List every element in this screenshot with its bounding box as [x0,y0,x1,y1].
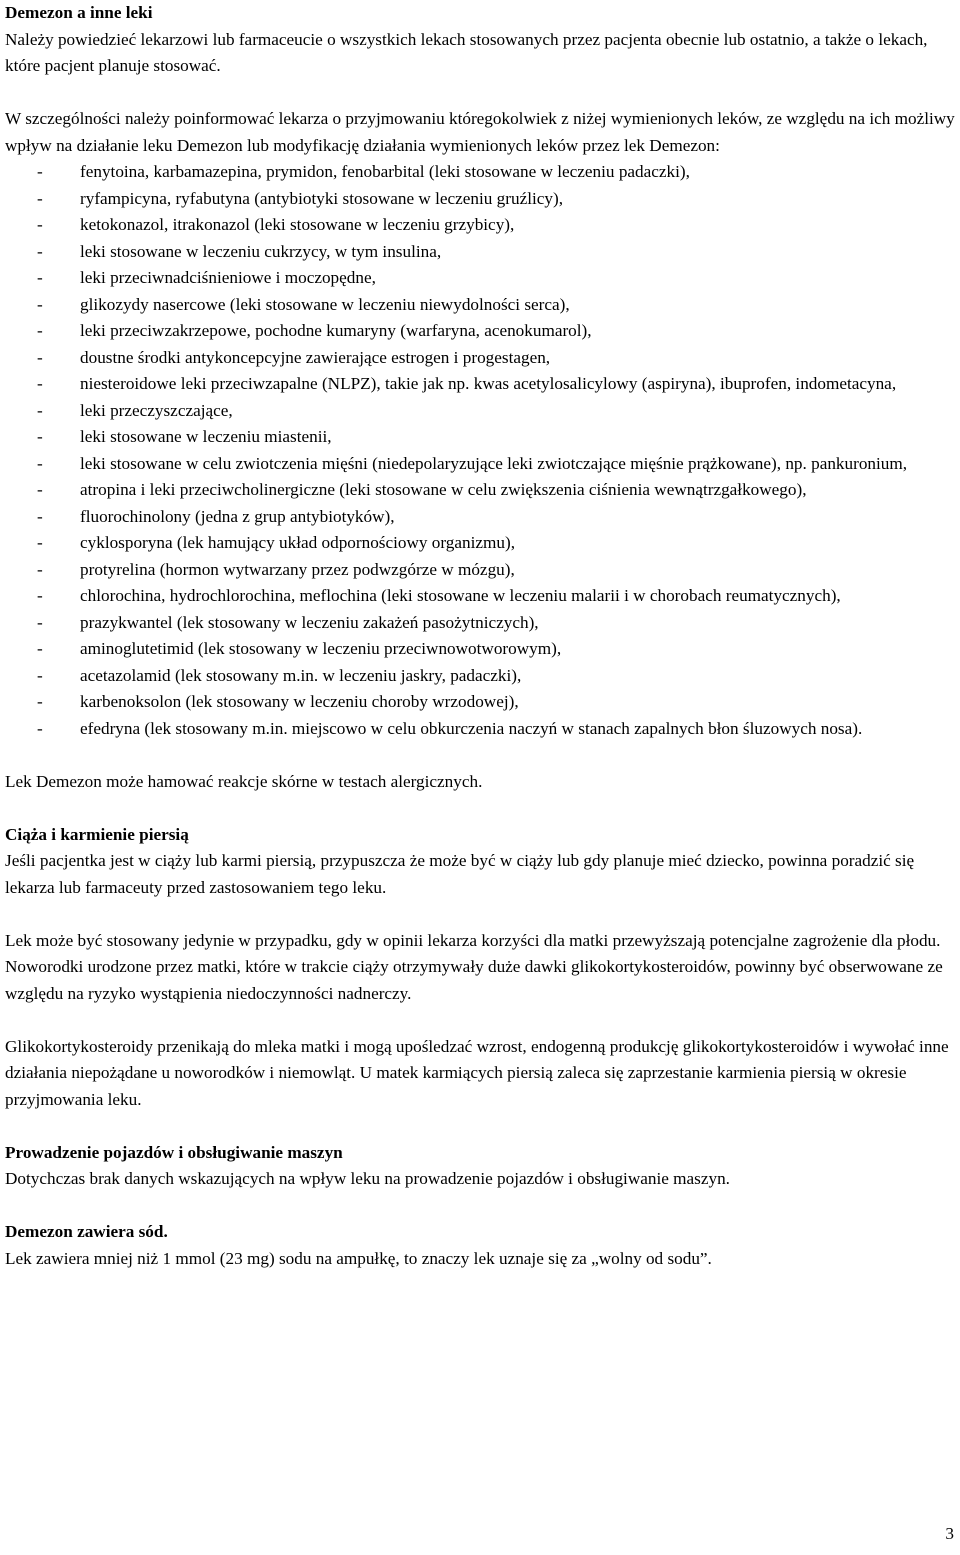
list-dash: - [37,665,43,685]
heading-other-medicines: Demezon a inne leki [5,3,153,22]
list-item: - niesteroidowe leki przeciwzapalne (NLPZ), takie jak np. kwas acetylosalicylowy (aspiryna), ibuprofen, indometacyna, [5,371,957,398]
list-dash: - [37,559,43,579]
paragraph-lead: W szczególności należy poinformować lekarza o przyjmowaniu któregokolwiek z niżej wymienionych leków, ze względu na ich możliwy wpływ na działanie leku Demezon lub modyfikację działania wymienionych leków przez lek Demezon: [5,109,955,155]
spacer [5,1113,957,1140]
interacting-medicines-list [5,159,957,742]
list-item: - fluorochinolony (jedna z grup antybiotyków), [5,504,957,531]
heading-sodium: Demezon zawiera sód. [5,1222,168,1241]
list-dash: - [37,400,43,420]
list-item: - fenytoina, karbamazepina, prymidon, fenobarbital (leki stosowane w leczeniu padaczki), [5,159,957,186]
list-dash: - [37,692,43,711]
spacer [5,80,957,107]
paragraph-pregnancy-1: Jeśli pacjentka jest w ciąży lub karmi piersią, przypuszcza że może być w ciąży lub gdy planuje mieć dziecko, powinna poradzić się lekarza lub farmaceuty przed zastosowaniem tego leku. [5,851,915,897]
list-item: - chlorochina, hydrochlorochina, meflochina (leki stosowane w leczeniu malarii i w chorobach reumatycznych), [5,583,957,610]
paragraph-pregnancy-2: Lek może być stosowany jedynie w przypadku, gdy w opinii lekarza korzyści dla matki przewyższają potencjalne zagrożenie dla płodu. Noworodki urodzone przez matki, które w trakcie ciąży otrzymywały duże dawki glikokortykosteroidów, powinny być obserwowane ze względu na ryzyko wystąpienia niedoczynności nadnerczy. [5,930,943,1003]
list-item: - prazykwantel (lek stosowany w leczeniu zakażeń pasożytniczych), [5,610,957,637]
document-page [5,0,957,1272]
spacer [5,1007,957,1034]
list-dash: - [37,241,43,261]
list-item: - leki stosowane w celu zwiotczenia mięśni (niedepolaryzujące leki zwiotczające mięśnie prążkowane), np. pankuronium, [5,451,957,478]
spacer [5,1193,957,1220]
list-item: - glikozydy nasercowe (leki stosowane w leczeniu niewydolności serca), [5,292,957,319]
spacer [5,742,957,769]
list-item: - leki przeciwzakrzepowe, pochodne kumaryny (warfaryna, acenokumarol), [5,318,957,345]
paragraph-intro: Należy powiedzieć lekarzowi lub farmaceucie o wszystkich lekach stosowanych przez pacjenta obecnie lub ostatnio, a także o lekach, które pacjent planuje stosować. [5,29,928,75]
list-dash: - [37,294,43,314]
heading-pregnancy: Ciąża i karmienie piersią [5,824,189,844]
list-item: - atropina i leki przeciwcholinergiczne (leki stosowane w celu zwiększenia ciśnienia wewnątrzgałkowego), [5,477,957,504]
list-item: - protyrelina (hormon wytwarzany przez podwzgórze w mózgu), [5,557,957,584]
list-item: - ryfampicyna, ryfabutyna (antybiotyki stosowane w leczeniu gruźlicy), [5,186,957,213]
list-item: - leki stosowane w leczeniu miastenii, [5,424,957,451]
heading-driving: Prowadzenie pojazdów i obsługiwanie maszyn [5,1142,343,1162]
spacer [5,901,957,928]
list-dash: - [37,321,43,340]
list-dash: - [37,639,43,658]
list-item: - leki przeczyszczające, [5,398,957,425]
paragraph-allergy-note: Lek Demezon może hamować reakcje skórne w testach alergicznych. [5,771,483,791]
list-item: - aminoglutetimid (lek stosowany w leczeniu przeciwnowotworowym), [5,636,957,663]
list-dash: - [37,718,43,738]
list-item: - leki stosowane w leczeniu cukrzycy, w tym insulina, [5,239,957,266]
list-dash: - [37,480,43,499]
list-item: - cyklosporyna (lek hamujący układ odpornościowy organizmu), [5,530,957,557]
list-dash: - [37,533,43,552]
list-item: - acetazolamid (lek stosowany m.in. w leczeniu jaskry, padaczki), [5,663,957,690]
list-dash: - [37,188,43,208]
list-dash: - [37,215,43,234]
paragraph-pregnancy-3: Glikokortykosteroidy przenikają do mleka matki i mogą upośledzać wzrost, endogenną produkcję glikokortykosteroidów i wywołać inne działania niepożądane u noworodków i niemowląt. U matek karmiących piersią zaleca się zaprzestanie karmienia piersią w okresie przyjmowania leku. [5,1036,949,1109]
list-item: - ketokonazol, itrakonazol (leki stosowane w leczeniu grzybicy), [5,212,957,239]
list-dash: - [37,162,43,181]
list-item: - karbenoksolon (lek stosowany w leczeniu choroby wrzodowej), [5,689,957,716]
list-dash: - [37,268,43,287]
page-number: 3 [945,1523,954,1543]
list-dash: - [37,427,43,446]
list-item: - efedryna (lek stosowany m.in. miejscowo w celu obkurczenia naczyń w stanach zapalnych błon śluzowych nosa). [5,716,957,743]
spacer [5,795,957,822]
list-item: - doustne środki antykoncepcyjne zawierające estrogen i progestagen, [5,345,957,372]
list-dash: - [37,374,43,393]
list-item: - leki przeciwnadciśnieniowe i moczopędne, [5,265,957,292]
paragraph-sodium: Lek zawiera mniej niż 1 mmol (23 mg) sodu na ampułkę, to znaczy lek uznaje się za „wolny od sodu”. [5,1248,712,1268]
paragraph-driving: Dotychczas brak danych wskazujących na wpływ leku na prowadzenie pojazdów i obsługiwanie maszyn. [5,1169,730,1188]
list-dash: - [37,506,43,526]
list-dash: - [37,347,43,367]
list-dash: - [37,453,43,473]
list-dash: - [37,586,43,605]
list-dash: - [37,612,43,632]
